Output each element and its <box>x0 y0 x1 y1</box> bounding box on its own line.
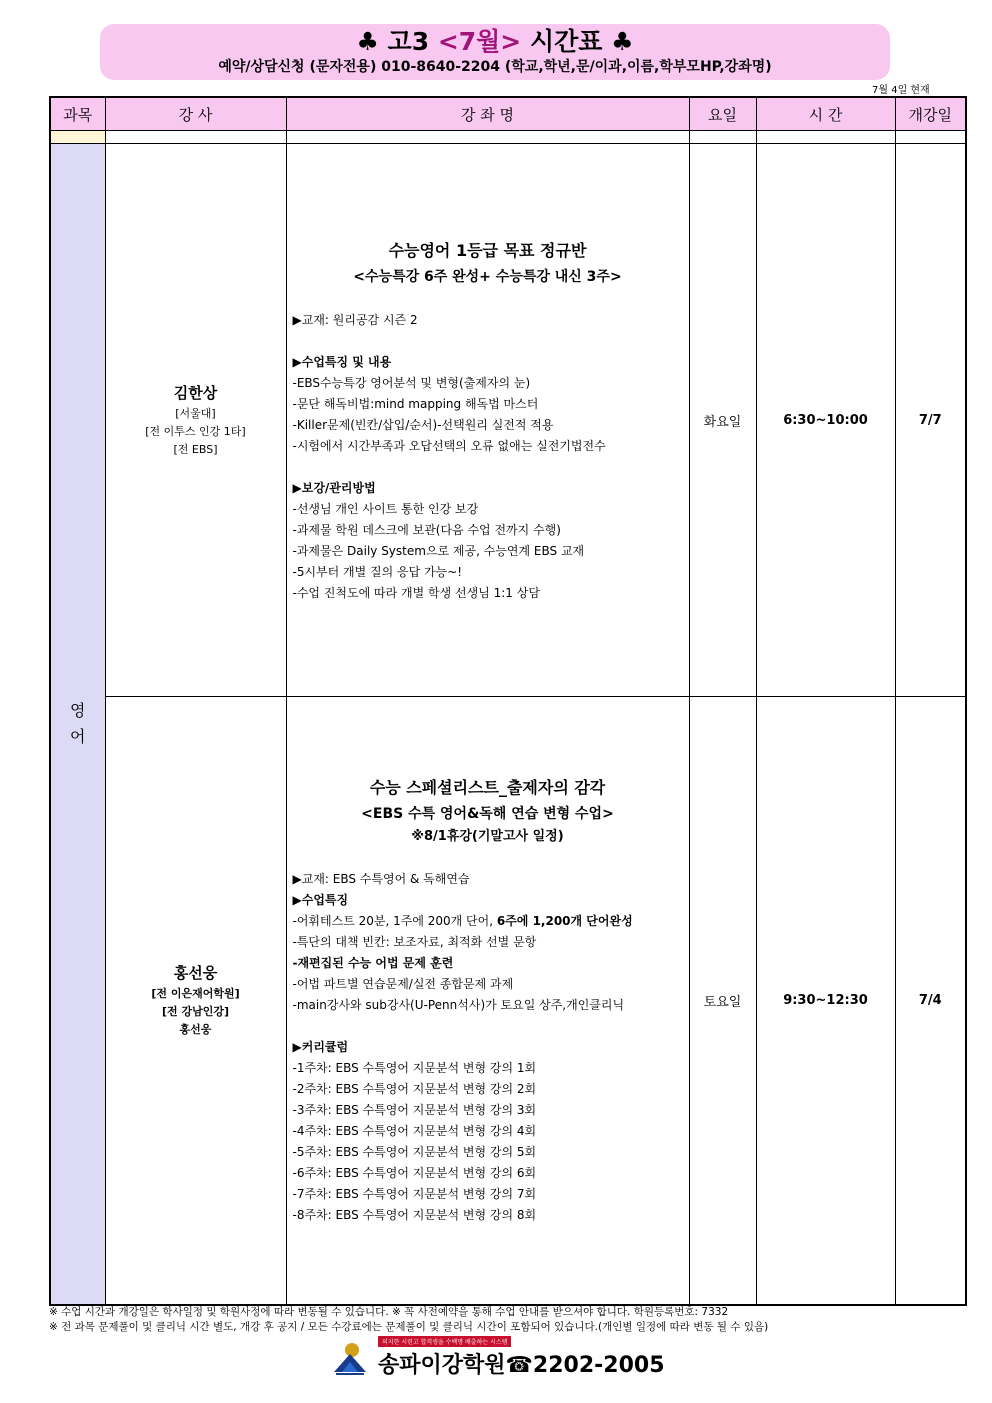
subject-char: 영 <box>70 700 86 720</box>
spacer-cell <box>105 131 286 144</box>
list-item: -수업 진척도에 따라 개별 학생 선생님 1:1 상담 <box>292 585 540 600</box>
list-item: -문단 해독비법:mind mapping 해독법 마스터 <box>292 396 539 411</box>
spacer-cell <box>689 131 756 144</box>
list-item-text: -어휘테스트 20분, 1주에 200개 단어, <box>292 914 497 929</box>
list-item: -6주차: EBS 수특영어 지문분석 변형 강의 6회 <box>292 1166 537 1181</box>
academy-name <box>378 1348 665 1379</box>
academy-phone: ☎2202-2005 <box>505 1353 665 1378</box>
subject-cell <box>50 144 105 1305</box>
spacer-cell <box>286 131 689 144</box>
list-item: -main강사와 sub강사(U-Penn석사)가 토요일 상주,개인클리닉 <box>292 998 625 1013</box>
course-cell <box>286 697 689 1305</box>
start-date-cell: 7/7 <box>895 144 966 697</box>
course-cell <box>286 144 689 697</box>
course-textbook: ▶교재: 원리공감 시즌 2 <box>292 312 418 327</box>
teacher-info: [전 강남인강] <box>161 1005 229 1019</box>
spacer-cell <box>756 131 895 144</box>
teacher-info: [전 이투스 인강 1타] <box>145 425 246 438</box>
list-item: -7주차: EBS 수특영어 지문분석 변형 강의 7회 <box>292 1187 537 1202</box>
title-prefix: ♣ 고3 <box>356 27 438 56</box>
list-item: -과제물 학원 데스크에 보관(다음 수업 전까지 수행) <box>292 522 561 537</box>
academy-title: 송파이강학원 <box>378 1353 506 1378</box>
list-item: -EBS수능특강 영어분석 및 변형(출제자의 눈) <box>292 375 531 390</box>
subject-char: 어 <box>70 726 86 746</box>
col-time: 시 간 <box>756 97 895 131</box>
list-item: -특단의 대책 빈칸: 보조자료, 최적화 선별 문항 <box>292 935 537 950</box>
table-row <box>50 697 966 1305</box>
time-cell: 6:30~10:00 <box>756 144 895 697</box>
teacher-info: [전 EBS] <box>173 443 218 456</box>
section-heading: ▶커리큘럼 <box>292 1040 349 1055</box>
academy-slogan: 의지한 시련고 합격생을 수백명 배출하는 시스템 <box>378 1336 511 1347</box>
footnote: ※ 전 과목 문제풀이 및 클리닉 시간 별도, 개강 후 공지 / 모든 수강료에는 문제풀이 및 클리닉 시간이 포함되어 있습니다.(개인별 일정에 따라 변동 될 수 있음) <box>49 1321 769 1333</box>
footnotes <box>49 1305 969 1335</box>
section-heading: ▶수업특징 및 내용 <box>292 354 392 369</box>
page-title <box>100 26 890 58</box>
teacher-info: 홍선웅 <box>179 1023 212 1037</box>
course-subtitle: <EBS 수특 영어&독해 연습 변형 수업> <box>361 806 614 823</box>
list-item: -선생님 개인 사이트 통한 인강 보강 <box>292 501 479 516</box>
list-item: -2주차: EBS 수특영어 지문분석 변형 강의 2회 <box>292 1082 537 1097</box>
table-row <box>50 144 966 697</box>
list-item: -5시부터 개별 질의 응답 가능~! <box>292 564 463 579</box>
course-note: ※8/1휴강(기말고사 일정) <box>411 829 564 845</box>
list-item: -3주차: EBS 수특영어 지문분석 변형 강의 3회 <box>292 1103 537 1118</box>
col-day: 요일 <box>689 97 756 131</box>
list-item: -5주차: EBS 수특영어 지문분석 변형 강의 5회 <box>292 1145 537 1160</box>
academy-footer <box>330 1338 670 1382</box>
col-course: 강 좌 명 <box>286 97 689 131</box>
teacher-name: 김한상 <box>173 384 218 402</box>
day-cell: 토요일 <box>689 697 756 1305</box>
schedule-table <box>49 96 967 1306</box>
list-item: -4주차: EBS 수특영어 지문분석 변형 강의 4회 <box>292 1124 537 1139</box>
day-cell: 화요일 <box>689 144 756 697</box>
teacher-info: [서울대] <box>175 407 216 420</box>
spacer-cell <box>50 131 105 144</box>
spacer-cell <box>895 131 966 144</box>
teacher-name: 홍선웅 <box>173 964 218 983</box>
course-textbook: ▶교재: EBS 수특영어 & 독해연습 <box>292 872 470 887</box>
list-item: -과제물은 Daily System으로 제공, 수능연계 EBS 교재 <box>292 543 585 558</box>
teacher-cell <box>105 697 286 1305</box>
section-heading: ▶수업특징 <box>292 893 349 908</box>
course-title: 수능 스페셜리스트_출제자의 감각 <box>369 778 606 798</box>
list-item <box>293 911 683 932</box>
start-date-cell: 7/4 <box>895 697 966 1305</box>
col-teacher: 강 사 <box>105 97 286 131</box>
as-of-date: 7월 4일 현재 <box>872 85 930 96</box>
list-item: -재편집된 수능 어법 문제 훈련 <box>292 956 454 971</box>
list-item: -8주차: EBS 수특영어 지문분석 변형 강의 8회 <box>292 1208 537 1223</box>
spacer-row <box>50 131 966 144</box>
time-cell: 9:30~12:30 <box>756 697 895 1305</box>
list-item: -1주차: EBS 수특영어 지문분석 변형 강의 1회 <box>292 1061 537 1076</box>
list-item: -Killer문제(빈칸/삽입/순서)-선택원리 실전적 적용 <box>292 417 554 432</box>
academy-logo-icon <box>330 1340 370 1380</box>
title-banner <box>100 24 890 80</box>
list-item: -어법 파트별 연습문제/실전 종합문제 과제 <box>292 977 514 992</box>
col-subject: 과목 <box>50 97 105 131</box>
list-item-emphasis: 6주에 1,200개 단어완성 <box>496 914 633 929</box>
title-suffix: 시간표 ♣ <box>521 27 634 56</box>
title-month: <7월> <box>437 27 522 56</box>
teacher-cell <box>105 144 286 697</box>
section-heading: ▶보강/관리방법 <box>292 480 376 495</box>
footnote: ※ 수업 시간과 개강일은 학사일정 및 학원사정에 따라 변동될 수 있습니다. ※ 꼭 사전예약을 통해 수업 안내를 받으셔야 합니다. 학원등록번호: 7332 <box>49 1306 729 1318</box>
course-subtitle: <수능특강 6주 완성+ 수능특강 내신 3주> <box>353 268 622 285</box>
list-item: -시험에서 시간부족과 오답선택의 오류 없애는 실전기법전수 <box>292 438 606 453</box>
table-header-row <box>50 97 966 131</box>
contact-line: 예약/상담신청 (문자전용) 010-8640-2204 (학교,학년,문/이과,이름,학부모HP,강좌명) <box>218 59 772 75</box>
teacher-info: [전 이은재어학원] <box>151 987 240 1001</box>
course-title: 수능영어 1등급 목표 정규반 <box>388 240 587 260</box>
col-start: 개강일 <box>895 97 966 131</box>
